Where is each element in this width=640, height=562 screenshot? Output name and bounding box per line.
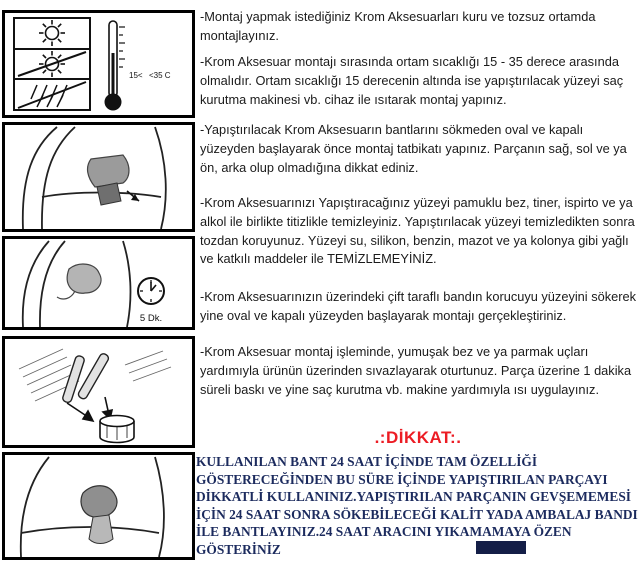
container-icon — [100, 416, 134, 443]
instruction-step-3: -Yapıştırılacak Krom Aksesuarın bantlarını sökmeden oval ve kapalı yüzeyden başlayarak önce montaj tatbikatı yapınız. Parçanın sağ, sol ve ya ön, arka olup olmadığına dikkat ediniz. — [200, 122, 627, 175]
hand-pressing-shape — [81, 486, 117, 544]
thermometer-icon — [105, 21, 171, 111]
instruction-step-5: -Krom Aksesuarınızın üzerindeki çift taraflı bandın korucuyu yüzeyini sökerek yine oval ve kapalı yüzeyden başlayarak montajı gerçekleştiriniz. — [200, 289, 637, 323]
instruction-step-4: -Krom Aksesuarınızı Yapıştıracağınız yüzeyi pamuklu bez, tiner, ispirto ve ya alkol ile birlikte titizlikle temizleyiniz. Yapıştırılacak yüzeyi temizledikten sonra tozdan koruyunuz. Yüzeyi su, silikon, benzin, mazot ve ya kolonya gibi yağlı ve katkılı maddeler ile TEMİZLEMEYİNİZ. — [200, 195, 635, 267]
panel-trial-fit — [2, 122, 195, 232]
sun-crossed-icon — [18, 51, 86, 77]
warning-title: .:DİKKAT:. — [374, 428, 462, 447]
instruction-step-1: -Montaj yapmak istediğiniz Krom Aksesuarları kuru ve tozsuz ortamda montajlayınız. — [200, 9, 596, 43]
panel-environment — [2, 10, 195, 118]
instruction-step-2: -Krom Aksesuar montajı sırasında ortam sıcaklığı 15 - 35 derece arasında olmalıdır. Ortam sıcaklığı 15 derecenin altında ise yapıştırılacak yüzeyi saç kurutma makinesi vb. cihaz ile ısıtarak montaj yapınız. — [200, 54, 624, 107]
thermometer-max-label: <35 C — [149, 71, 171, 80]
sticks-illustration — [62, 352, 110, 403]
panel-press — [2, 452, 195, 560]
panel-cleaning — [2, 236, 195, 330]
environment-illustration — [5, 13, 192, 115]
press-illustration — [5, 455, 192, 557]
tape-illustration — [5, 339, 192, 445]
part-shape — [88, 155, 139, 205]
panel-tape — [2, 336, 195, 448]
sun-icon — [39, 20, 65, 46]
thermometer-min-label: 15< — [129, 71, 143, 80]
warning-body: KULLANILAN BANT 24 SAAT İÇİNDE TAM ÖZELLİĞİ GÖSTERECEĞİNDEN BU SÜRE İÇİNDE YAPIŞTIRILAN PARÇAYI DİKKATLİ KULLANINIZ.YAPIŞTIRILAN PARÇANIN GEVŞEMEMESİ İÇİN 24 SAAT SONRA SÖKEBİLECEĞİ KALİT YADA AMBALAJ BANDI İLE BANTLAYINIZ.24 SAAT ARACINI YIKAMAMAYA ÖZEN GÖSTERİNİZ — [196, 454, 638, 557]
cloth-illustration — [57, 264, 101, 299]
rain-crossed-icon — [18, 82, 86, 108]
bottom-right-badge — [476, 541, 526, 554]
cleaning-illustration — [5, 239, 192, 327]
trial-fit-illustration — [5, 125, 192, 229]
clock-icon — [138, 278, 164, 304]
clock-label: 5 Dk. — [139, 313, 163, 324]
instruction-step-6: -Krom Aksesuar montaj işleminde, yumuşak bez ve ya parmak uçları yardımıyla ürünün üzerinden sıvazlayarak oturtunuz. Parça üzerine 1 dakika süreli baskı ve yine saç kurutma vb. makine yardımıyla ısı uygulayınız. — [200, 344, 632, 397]
